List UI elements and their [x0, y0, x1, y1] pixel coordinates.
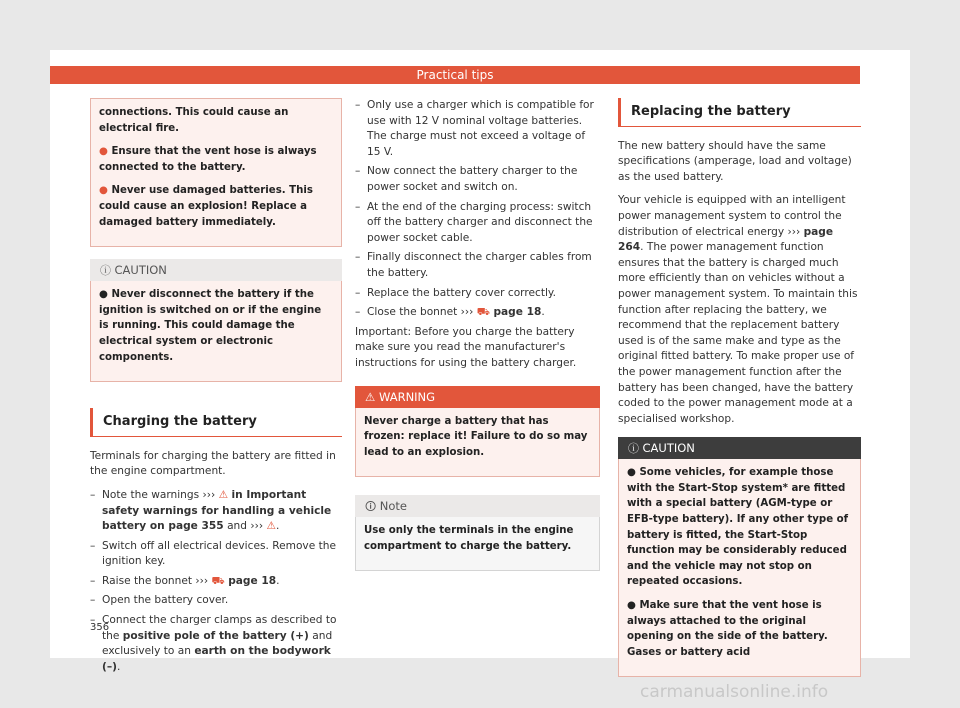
note-box	[355, 495, 600, 571]
list-item: – Close the bonnet ››› ⛟ page 18.	[355, 305, 600, 321]
box-bullet: ● Ensure that the vent hose is always connected to the battery.	[99, 146, 317, 173]
section-heading: Replacing the battery	[618, 98, 861, 127]
page-header: Practical tips	[50, 66, 860, 84]
paragraph: Your vehicle is equipped with an intelligent power management system to control the distribution of electrical energy ››› page 264. The power management function ensures that the battery is charged much more efficiently than on vehicles without a power management system. To maintain this function after replacing the battery, we recommend that the replacement battery used is of the same make and type as the original fitted battery. To make proper use of the power management function after the battery has been changed, have the battery coded to the power management mode at a specialised workshop.	[618, 194, 858, 425]
important-text: Important: Before you charge the battery make sure you read the manufacturer's instructions for using the battery charger.	[355, 325, 577, 369]
car-bonnet-icon: ⛟	[476, 306, 491, 319]
column-1	[90, 98, 342, 679]
list-item: – Only use a charger which is compatible for use with 12 V nominal voltage batteries. The charge must not exceed a voltage of 15 V.	[355, 98, 600, 160]
warning-continued-box	[90, 98, 342, 247]
car-bonnet-icon: ⛟	[211, 574, 225, 587]
note-text: Use only the terminals in the engine compartment to charge the battery.	[364, 525, 574, 552]
intro-text: Terminals for charging the battery are fitted in the engine compartment.	[90, 449, 336, 478]
paragraph: The new battery should have the same specifications (amperage, load and voltage) as the used battery.	[618, 139, 852, 183]
list-item: – At the end of the charging process: switch off the battery charger and disconnect the power socket cable.	[355, 200, 600, 247]
caution-header: ⓘ CAUTION	[90, 259, 342, 281]
warning-body	[355, 408, 600, 478]
section-heading: Charging the battery	[90, 408, 342, 437]
info-circle-icon: ⓘ	[100, 264, 115, 278]
box-bullet: ● Never use damaged batteries. This could cause an explosion! Replace a damaged battery immediately.	[99, 185, 313, 228]
list-item: – Note the warnings ››› ⚠ in Important safety warnings for handling a vehicle battery on page 355 and ››› ⚠.	[90, 488, 342, 535]
warning-text: Never charge a battery that has frozen: replace it! Failure to do so may lead to an explosion.	[364, 415, 588, 458]
step-list	[90, 488, 342, 676]
info-circle-icon: ⓘ	[628, 442, 643, 456]
warning-triangle-icon: ⚠	[365, 389, 379, 404]
page-number: 356	[90, 622, 110, 633]
list-item: – Raise the bonnet ››› ⛟ page 18.	[90, 574, 342, 590]
bullet-icon: ●	[627, 600, 640, 612]
list-item: – Open the battery cover.	[90, 593, 342, 609]
column-3	[618, 98, 861, 677]
note-icon: 🛈	[365, 500, 380, 514]
note-header: 🛈 Note	[355, 495, 600, 517]
bullet-icon: ●	[627, 467, 640, 479]
bullet-icon: ●	[99, 185, 112, 197]
note-body	[355, 517, 600, 571]
column-2	[355, 98, 600, 571]
caution-text: ● Never disconnect the battery if the ignition is switched on or if the engine is running. This could damage the electrical system or electronic components.	[99, 289, 322, 363]
warning-triangle-icon: ⚠	[266, 520, 276, 533]
list-item: – Replace the battery cover correctly.	[355, 286, 600, 302]
warning-box	[355, 386, 600, 478]
step-list	[355, 98, 600, 321]
list-item: – Now connect the battery charger to the power socket and switch on.	[355, 164, 600, 195]
caution-box	[618, 437, 861, 677]
list-item: – Switch off all electrical devices. Remove the ignition key.	[90, 539, 342, 570]
caution-bullet: ● Some vehicles, for example those with the Start-Stop system* are fitted with a special battery (AGM-type or EFB-type battery). If any other type of battery is fitted, the Start-Stop function may be considerably reduced and the vehicle may not stop on repeated occasions.	[627, 467, 849, 588]
caution-header: ⓘ CAUTION	[618, 437, 861, 459]
caution-box	[90, 259, 342, 382]
bullet-icon: ●	[99, 289, 112, 301]
box-text: connections. This could cause an electrical fire.	[99, 107, 289, 134]
warning-header: ⚠ WARNING	[355, 386, 600, 408]
caution-body	[90, 281, 342, 382]
list-item: – Connect the charger clamps as described to the positive pole of the battery (+) and exclusively to an earth on the bodywork (–).	[90, 613, 342, 675]
bullet-icon: ●	[99, 146, 112, 158]
watermark: carmanualsonline.info	[640, 682, 829, 702]
caution-bullet: ● Make sure that the vent hose is always attached to the original opening on the side of the battery. Gases or battery acid	[627, 600, 828, 658]
list-item: – Finally disconnect the charger cables from the battery.	[355, 250, 600, 281]
caution-body	[618, 459, 861, 677]
warning-triangle-icon: ⚠	[218, 488, 229, 501]
